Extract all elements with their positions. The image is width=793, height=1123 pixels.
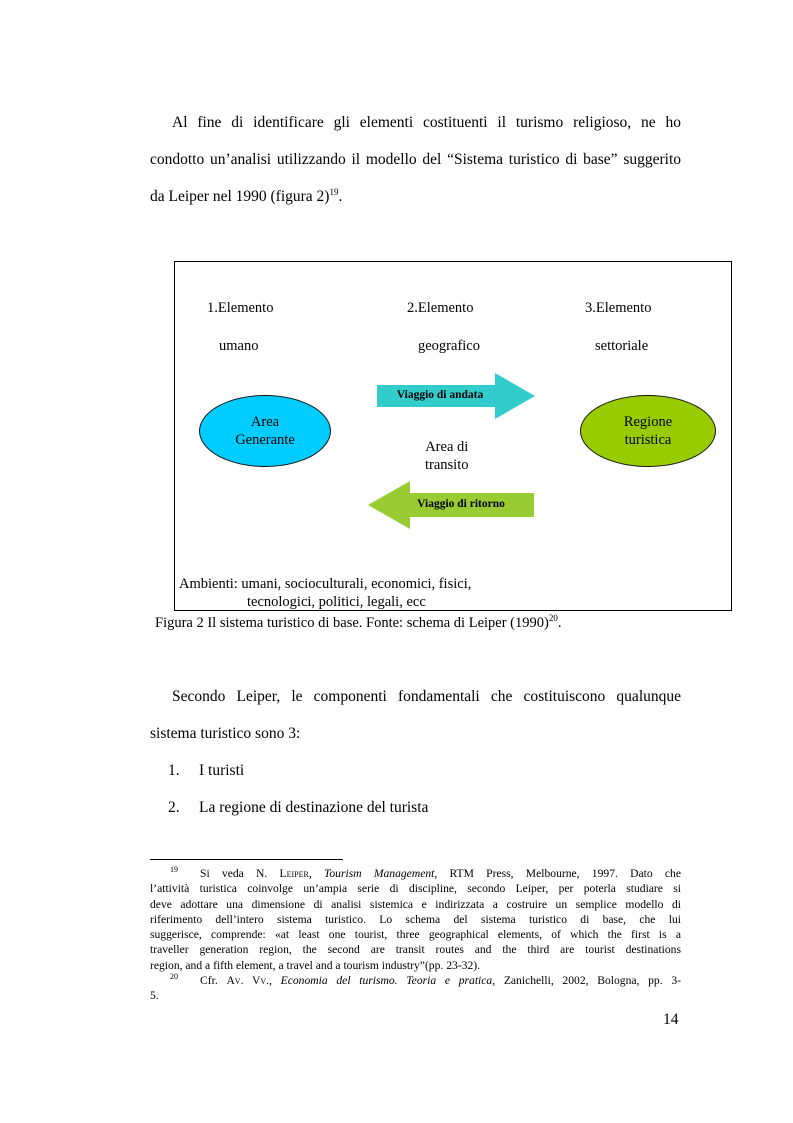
list-item-number: 2. xyxy=(168,799,180,816)
footnote-separator xyxy=(150,859,343,860)
area-transito-label: Area di transito xyxy=(425,439,469,473)
area-generante-label-1: Area xyxy=(250,414,280,430)
second-paragraph xyxy=(150,678,681,752)
intro-line-2: condotto un’analisi utilizzando il modello del “Sistema turistico di base” suggerito xyxy=(150,151,681,168)
intro-line-3: da Leiper nel 1990 (figura 2)$^{19}$. xyxy=(150,187,343,205)
second-line-1: Secondo Leiper, le componenti fondamentali che costituiscono qualunque xyxy=(172,688,681,705)
list-item-text: I turisti xyxy=(199,762,245,779)
footnote-20: $^{20}$ Cfr. Av. Vv., Economia del turismo. Teoria e pratica, Zanichelli, 2002, Bologna, pp. 3- 5. xyxy=(150,972,681,1003)
footnote-20-number: 20 xyxy=(170,972,178,982)
ambienti-line-2: tecnologici, politici, legali, ecc xyxy=(247,594,426,610)
footnote-19: $^{19}$ Si veda N. Leiper, Tourism Management, RTM Press, Melbourne, 1997. Dato che l’attività turistica coinvolge un’ampia serie di discipline, secondo Leiper, per poterla studiare si deve adottare una dimensione di analisi sistemica e indirizzata a costruire un semplice modello di riferimento dell’intero sistema turistico. Lo schema del sistema turistico di base, che lui suggerisce, comprende: «at least one tourist, three geographical elements, of which the first is a traveller generation region, the second are transit routes and the third are tourist destinations region, and a fifth element, a travel and a tourism industry”(pp. 23-32). xyxy=(150,865,681,972)
element-1-title: 1.Elemento xyxy=(207,300,274,316)
intro-line-1: Al fine di identificare gli elementi costituenti il turismo religioso, ne ho xyxy=(172,114,681,131)
arrow-return-label: Viaggio di ritorno xyxy=(417,498,505,510)
footnote-ref-20[interactable]: 20 xyxy=(548,613,558,623)
element-3-title: 3.Elemento xyxy=(585,300,652,316)
footnotes xyxy=(150,866,681,1004)
list-item xyxy=(168,762,244,780)
ambienti-text xyxy=(179,575,471,611)
list-item-number: 1. xyxy=(168,762,180,779)
intro-paragraph xyxy=(150,104,681,215)
regione-turistica-label-1: Regione xyxy=(623,414,673,430)
area-generante-label-2: Generante xyxy=(235,432,295,448)
regione-turistica-label-2: turistica xyxy=(624,432,672,448)
ambienti-line-1: Ambienti: umani, socioculturali, economici, fisici, xyxy=(179,576,472,592)
regione-turistica-ellipse xyxy=(580,395,716,467)
footnote-ref-19[interactable]: 19 xyxy=(329,187,339,197)
figure-caption: Figura 2 Il sistema turistico di base. Fonte: schema di Leiper $(1990)^{20}$. xyxy=(155,613,562,631)
list-item xyxy=(168,799,428,817)
page-number: 14 xyxy=(663,1011,679,1028)
arrow-outbound-label: Viaggio di andata xyxy=(396,389,484,401)
list-item-text: La regione di destinazione del turista xyxy=(199,799,429,816)
element-2-subtitle: geografico xyxy=(418,338,480,354)
element-2-title: 2.Elemento xyxy=(407,300,474,316)
area-generante-ellipse xyxy=(199,395,331,467)
second-line-2: sistema turistico sono 3: xyxy=(150,725,301,742)
element-3-subtitle: settoriale xyxy=(595,338,649,354)
element-1-subtitle: umano xyxy=(219,338,259,354)
footnote-19-number: 19 xyxy=(170,865,178,874)
figure-2-diagram xyxy=(174,261,732,611)
